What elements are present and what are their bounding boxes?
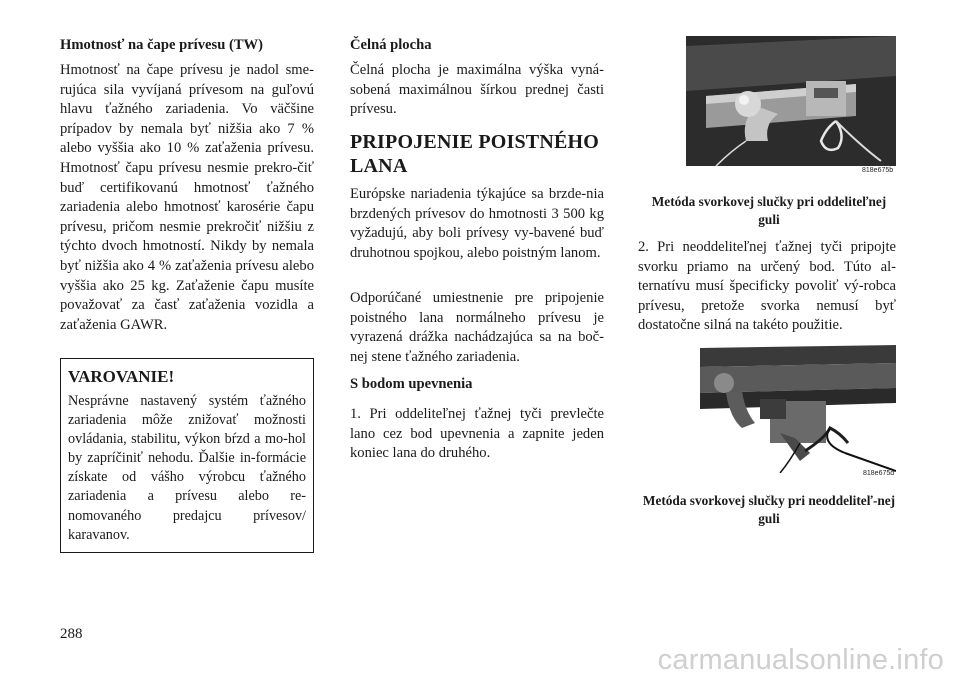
- figure-fixed-ball: [700, 343, 896, 477]
- figure2-caption: Metóda svorkovej slučky pri neoddeliteľ-nej guli: [642, 493, 896, 526]
- figure2-code: 818e675d: [863, 470, 895, 477]
- detachable-tow-hitch-illustration: [686, 36, 896, 166]
- tw-heading: Hmotnosť na čape prívesu (TW): [60, 37, 264, 53]
- watermark: carmanualsonline.info: [657, 644, 944, 676]
- figure-detachable-ball: [686, 36, 896, 174]
- warning-title: VAROVANIE!: [68, 367, 175, 386]
- figure1-code: 818e675b: [862, 167, 894, 174]
- warning-text: Nesprávne nastavený systém ťažného zariadenia môže znižovať možnosti ovládania, stabilitu, výkon bŕzd a mo-hol by zapríčiniť nehodu. Ďalšie in-formácie získate od vášho výrobcu ťažného zariadenia a prívesu alebo re-nomovaného predajcu prívesov/ karavanov.: [68, 393, 306, 543]
- step1-paragraph: 1. Pri oddeliteľnej ťažnej tyči prevlečte lano cez bod upevnenia a zapnite jeden koniec lana do druhého.: [350, 406, 604, 462]
- regulation-paragraph: Európske nariadenia týkajúce sa brzde-nia brzdených prívesov do hmotnosti 3 500 kg vyžadujú, aby boli prívesy vy-bavené buď druhotnou spojkou, alebo poistným lanom.: [350, 186, 604, 261]
- fixed-tow-hitch-illustration: [700, 343, 896, 473]
- page-number: 288: [60, 626, 83, 642]
- figure1-caption: Metóda svorkovej slučky pri oddeliteľnej guli: [651, 194, 887, 227]
- warning-box: [60, 358, 314, 553]
- step2-paragraph: 2. Pri neoddeliteľnej ťažnej tyči pripojte svorku priamo na určený bod. Túto al-ternatívu musí špecificky povoliť vý-robca prívesu, pretože svorka nemusí byť dostatočne silná na takéto použitie.: [638, 239, 896, 334]
- tw-paragraph: Hmotnosť na čape prívesu je nadol sme-rujúca sila vyvíjaná prívesom na guľovú hlavu ťažného zariadenia. Vo väčšine prípadov by nemala byť nižšia ako 7 % alebo vyššia ako 10 % zaťaženia prívesu. Hmotnosť čapu prívesu nesmie prekro-čiť buď certifikovanú hmotnosť ťažného zariadenia alebo hmotnosť karosérie čapu prívesu, pričom nesmie prekročiť nižšiu z týchto dvoch hmotností. Nikdy by nemala byť nižšia ako 4 % zaťaženia prívesu alebo vyššia ako 25 kg. Zaťaženie čapu musíte považovať za časť zaťaženia vozidla a zaťaženia GAWR.: [60, 62, 314, 333]
- frontal-area-heading: Čelná plocha: [350, 37, 432, 53]
- frontal-area-paragraph: Čelná plocha je maximálna výška vyná-sobená maximálnou šírkou prednej časti prívesu.: [350, 62, 604, 118]
- section-title: PRIPOJENIE POISTNÉHO LANA: [350, 131, 600, 177]
- location-paragraph: Odporúčané umiestnenie pre pripojenie poistného lana normálneho prívesu je vyrazená drážka nachádzajúca sa na boč-nej stene ťažného zariadenia.: [350, 290, 604, 365]
- attachment-heading: S bodom upevnenia: [350, 376, 473, 392]
